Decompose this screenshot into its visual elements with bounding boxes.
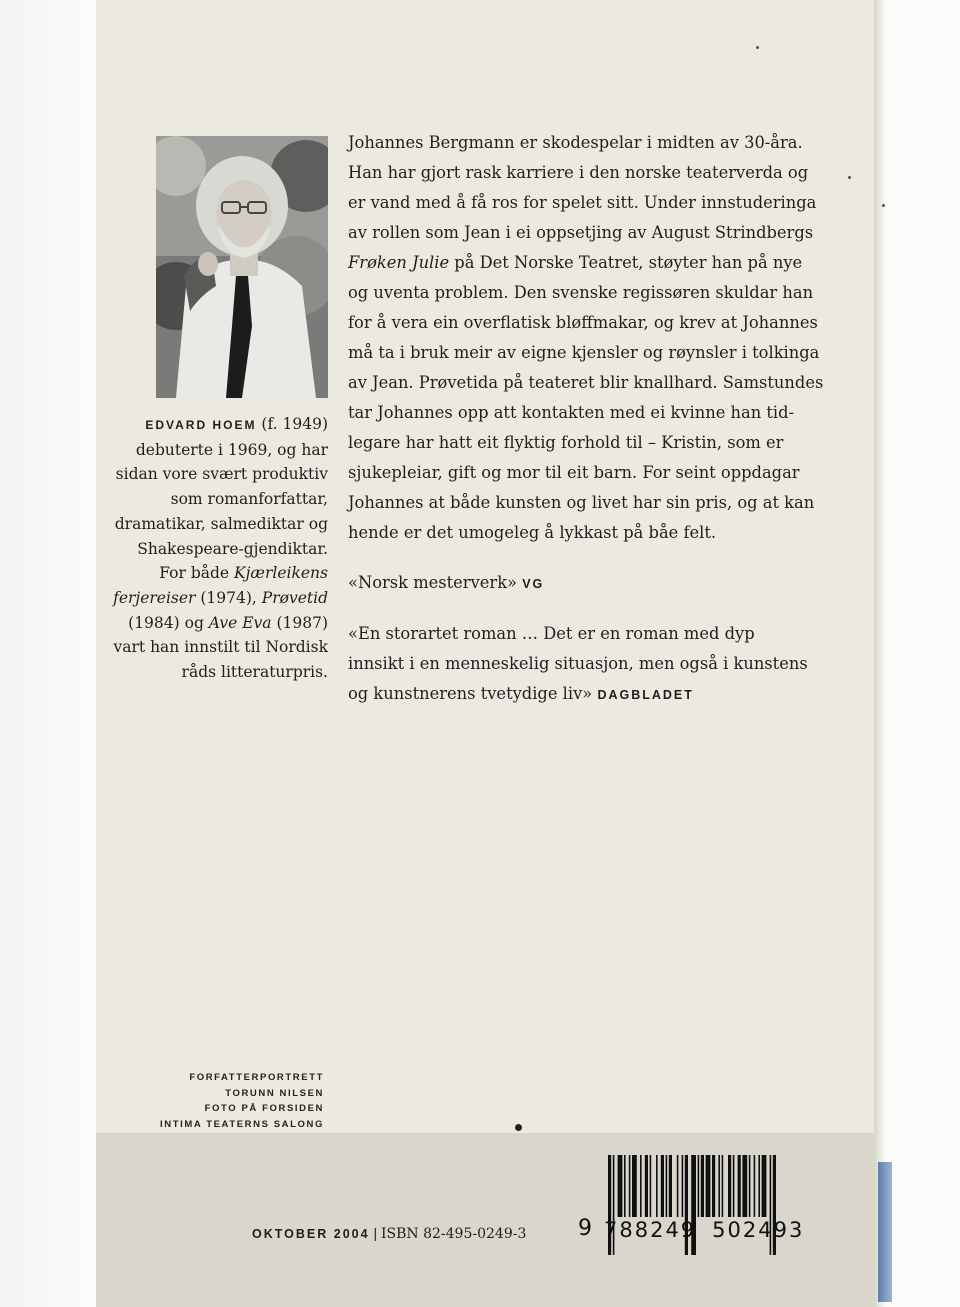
blurb-line: er vand med å få ros for spelet sitt. Under innstuderinga [348, 193, 817, 212]
barcode-bar [645, 1155, 648, 1217]
barcode-bar [618, 1155, 623, 1217]
barcode-bar [698, 1155, 700, 1217]
barcode-bar [722, 1155, 724, 1217]
barcode-bar [733, 1155, 735, 1217]
barcode-bar [632, 1155, 637, 1217]
blurb-line: må ta i bruk meir av eigne kjensler og røynsler i tolkinga [348, 343, 820, 362]
blurb-line: Han har gjort rask karriere i den norske teaterverda og [348, 163, 809, 182]
barcode-bar [718, 1155, 720, 1217]
barcode-bar [762, 1155, 767, 1217]
blurb-line: og uventa problem. Den svenske regissøren skuldar han [348, 283, 814, 302]
isbn: ISBN 82-495-0249-3 [380, 1226, 527, 1242]
publication-date: OKTOBER 2004 [252, 1227, 370, 1241]
barcode-bar [661, 1155, 664, 1217]
blurb-line: for å vera ein overflatisk bløffmakar, og krev at Johannes [348, 313, 818, 332]
blurb-line: Frøken Julie på Det Norske Teatret, støyter han på nye [348, 253, 803, 272]
barcode-bar [742, 1155, 747, 1217]
bio-line: vart han innstilt til Nordisk [113, 638, 328, 657]
blurb-line: Johannes Bergmann er skodespelar i midten av 30-åra. [348, 133, 803, 152]
barcode-prefix: 9 [578, 1216, 592, 1241]
barcode-bar [754, 1155, 756, 1217]
blurb [348, 128, 838, 710]
bio-line: dramatikar, salmediktar og [114, 514, 328, 533]
quote-source: VG [522, 577, 545, 591]
bio-line: EDVARD HOEM (f. 1949) [145, 415, 328, 433]
review-quote-dagbladet: «En storartet roman … Det er en roman med dyp [348, 624, 755, 643]
dot-mark [515, 1124, 522, 1131]
barcode-bar [749, 1155, 751, 1217]
blurb-line: av Jean. Prøvetida på teateret blir knallhard. Samstundes [348, 373, 824, 392]
barcode-digits: 788249 502493 [604, 1218, 805, 1242]
publication-info: OKTOBER 2004 | ISBN 82-495-0249-3 [252, 1225, 527, 1242]
blurb-line: legare har hatt eit flyktig forhold til – Kristin, som er [348, 433, 784, 452]
blurb-line: sjukepleiar, gift og mor til eit barn. For seint oppdagar [348, 463, 800, 482]
author-photo [156, 136, 328, 398]
barcode-bar [706, 1155, 711, 1217]
barcode-bar [650, 1155, 652, 1217]
barcode-bar [629, 1155, 631, 1217]
bio-line: (1984) og Ave Eva (1987) [128, 613, 328, 632]
barcode-bar [701, 1155, 704, 1217]
barcode-bar [640, 1155, 642, 1217]
bio-line: råds litteraturpris. [181, 663, 328, 682]
background-left [0, 0, 88, 1307]
speck [848, 176, 851, 179]
barcode-bar [669, 1155, 672, 1217]
bio-line: For både Kjærleikens [159, 564, 328, 583]
barcode-bar [758, 1155, 760, 1217]
blurb-line: Johannes at både kunsten og livet har sin pris, og at kan [348, 493, 815, 512]
barcode-bar [712, 1155, 715, 1217]
blurb-line: innsikt i en menneskelig situasjon, men også i kunstens [348, 654, 808, 673]
barcode-bar [677, 1155, 679, 1217]
blurb-line: av rollen som Jean i ei oppsetjing av August Strindbergs [348, 223, 814, 242]
blurb-line: og kunstnerens tvetydige liv» DAGBLADET [348, 684, 694, 703]
barcode-bar [656, 1155, 658, 1217]
bio-line: ferjereiser (1974), Prøvetid [113, 588, 328, 607]
review-quote-vg: «Norsk mesterverk» VG [348, 573, 545, 592]
author-name: EDVARD HOEM [145, 418, 257, 432]
author-bio [108, 412, 328, 685]
bio-line: som romanforfattar, [170, 490, 328, 509]
bio-line: debuterte i 1969, og har [135, 440, 328, 459]
blurb-line: hende er det umogeleg å lykkast på båe felt. [348, 523, 717, 542]
barcode-bar [624, 1155, 626, 1217]
barcode-bar [738, 1155, 741, 1217]
blue-book-edge [878, 1162, 892, 1302]
bio-line: Shakespeare-gjendiktar. [137, 539, 328, 558]
barcode-bar [728, 1155, 731, 1217]
speck [882, 204, 885, 207]
barcode-bar [666, 1155, 668, 1217]
quote-source: DAGBLADET [597, 688, 694, 702]
bio-line: sidan vore svært produktiv [115, 465, 328, 484]
blurb-line: tar Johannes opp att kontakten med ei kvinne han tid- [348, 403, 795, 422]
speck [756, 46, 759, 49]
photo-credits: FORFATTERPORTRETT TORUNN NILSEN FOTO PÅ FORSIDEN INTIMA TEATERNS SALONG [160, 1072, 324, 1130]
barcode-bar [682, 1155, 684, 1217]
cover-edge [874, 0, 886, 1307]
